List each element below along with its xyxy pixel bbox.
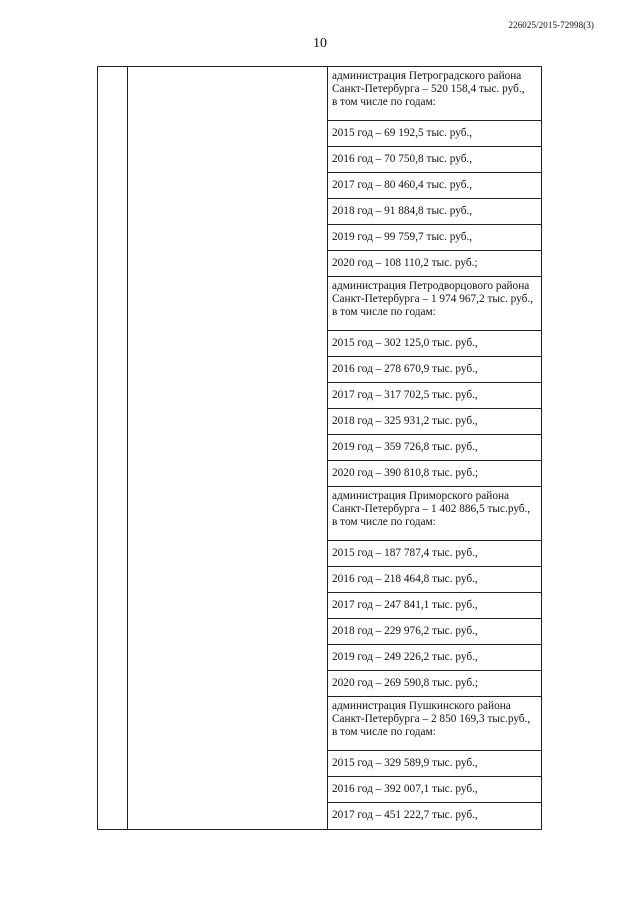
year-funding-row: 2020 год – 269 590,8 тыс. руб.; — [328, 671, 541, 697]
district-header-row — [328, 277, 541, 331]
year-funding-row: 2018 год – 229 976,2 тыс. руб., — [328, 619, 541, 645]
year-funding-row: 2016 год – 218 464,8 тыс. руб., — [328, 567, 541, 593]
funding-table — [97, 66, 542, 830]
year-funding-row: 2020 год – 108 110,2 тыс. руб.; — [328, 251, 541, 277]
district-header-row — [328, 67, 541, 121]
year-funding-row: 2015 год – 69 192,5 тыс. руб., — [328, 121, 541, 147]
district-header-line: администрация Петроградского района — [332, 70, 522, 82]
district-header-line: Санкт-Петербурга – 1 974 967,2 тыс. руб., — [332, 293, 534, 305]
year-funding-row: 2016 год – 392 007,1 тыс. руб., — [328, 777, 541, 803]
page-number: 10 — [313, 36, 327, 51]
year-funding-row: 2017 год – 80 460,4 тыс. руб., — [328, 173, 541, 199]
district-header-line: Санкт-Петербурга – 2 850 169,3 тыс.руб., — [332, 713, 531, 725]
year-funding-row: 2015 год – 302 125,0 тыс. руб., — [328, 331, 541, 357]
table-column-divider-1 — [127, 67, 128, 829]
funding-entries-column — [328, 67, 541, 829]
district-header-line: в том числе по годам: — [332, 516, 436, 528]
year-funding-row: 2019 год – 99 759,7 тыс. руб., — [328, 225, 541, 251]
year-funding-row: 2020 год – 390 810,8 тыс. руб.; — [328, 461, 541, 487]
district-header-line: Санкт-Петербурга – 520 158,4 тыс. руб., — [332, 83, 525, 95]
year-funding-row: 2019 год – 359 726,8 тыс. руб., — [328, 435, 541, 461]
year-funding-row: 2018 год – 91 884,8 тыс. руб., — [328, 199, 541, 225]
district-header-line: администрация Приморского района — [332, 490, 510, 502]
year-funding-row: 2016 год – 70 750,8 тыс. руб., — [328, 147, 541, 173]
year-funding-row: 2019 год – 249 226,2 тыс. руб., — [328, 645, 541, 671]
district-header-row — [328, 697, 541, 751]
district-header-row — [328, 487, 541, 541]
document-registration-code: 226025/2015-72998(3) — [508, 20, 594, 30]
district-header-line: в том числе по годам: — [332, 96, 436, 108]
year-funding-row: 2017 год – 247 841,1 тыс. руб., — [328, 593, 541, 619]
district-header-line: Санкт-Петербурга – 1 402 886,5 тыс.руб., — [332, 503, 531, 515]
district-header-line: в том числе по годам: — [332, 726, 436, 738]
year-funding-row: 2016 год – 278 670,9 тыс. руб., — [328, 357, 541, 383]
district-header-line: в том числе по годам: — [332, 306, 436, 318]
district-header-line: администрация Петродворцового района — [332, 280, 530, 292]
district-header-line: администрация Пушкинского района — [332, 700, 511, 712]
year-funding-row: 2015 год – 187 787,4 тыс. руб., — [328, 541, 541, 567]
year-funding-row: 2017 год – 451 222,7 тыс. руб., — [332, 809, 478, 821]
year-funding-row: 2017 год – 317 702,5 тыс. руб., — [328, 383, 541, 409]
year-funding-row: 2018 год – 325 931,2 тыс. руб., — [328, 409, 541, 435]
year-funding-row: 2015 год – 329 589,9 тыс. руб., — [328, 751, 541, 777]
